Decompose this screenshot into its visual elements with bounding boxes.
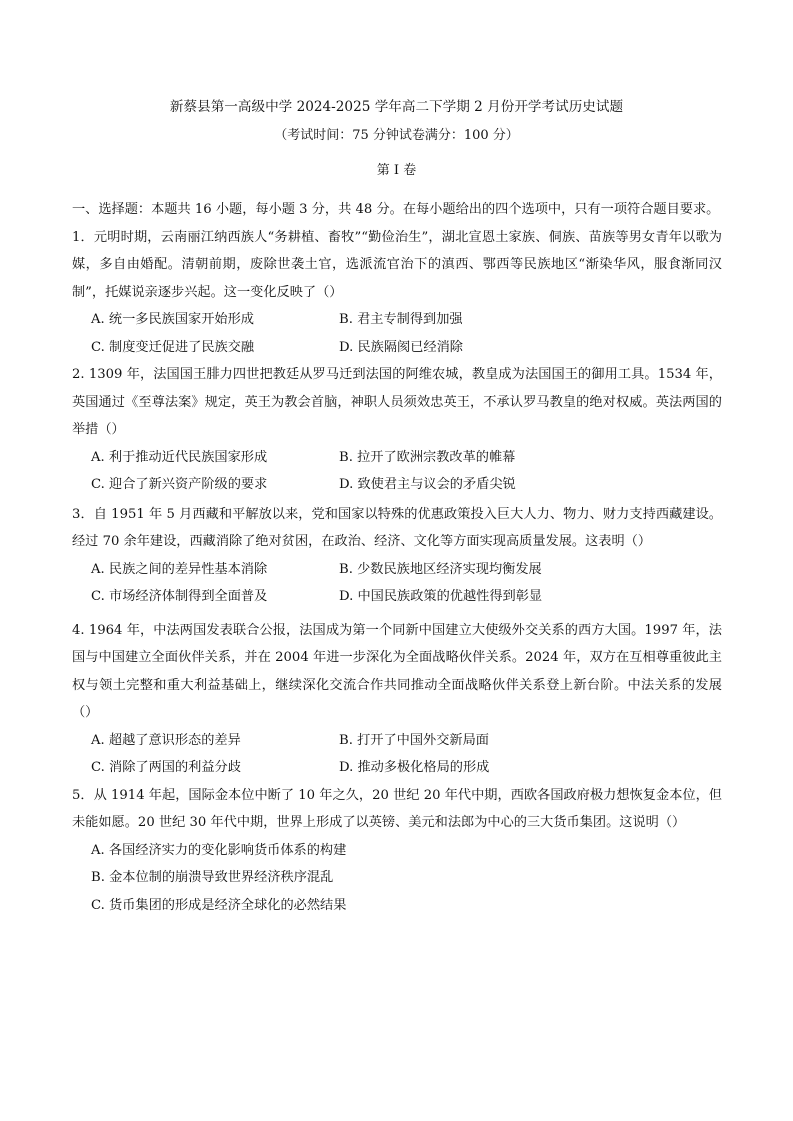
exam-title: 新蔡县第一高级中学 2024-2025 学年高二下学期 2 月份开学考试历史试题: [169, 99, 624, 115]
option-d[interactable]: D. 致使君主与议会的矛盾尖锐: [339, 477, 516, 492]
option-c[interactable]: C. 制度变迁促进了民族交融: [91, 339, 255, 355]
option-b[interactable]: B. 金本位制的崩溃导致世界经济秩序混乱: [91, 870, 334, 885]
option-b[interactable]: B. 打开了中国外交新局面: [339, 732, 489, 748]
option-d[interactable]: D. 推动多极化格局的形成: [339, 760, 490, 775]
question-1: [72, 224, 722, 362]
question-stem: 5．从 1914 年起，国际金本位中断了 10 年之久，20 世纪 20 年代中期，西欧各国政府极力想恢复金本位，但未能如愿。20 世纪 30 年代中期，世界上形成了以英镑、美元和法郎为中心的三大货币集团。这说明（）: [72, 787, 722, 830]
question-stem: 3．自 1951 年 5 月西藏和平解放以来，党和国家以特殊的优惠政策投入巨大人力、物力、财力支持西藏建设。经过 70 余年建设，西藏消除了绝对贫困，在政治、经济、文化等方面实现高质量发展。这表明（）: [72, 506, 722, 549]
option-d[interactable]: D. 民族隔阂已经消除: [339, 339, 463, 355]
option-c[interactable]: C. 货币集团的形成是经济全球化的必然结果: [91, 897, 347, 913]
option-list: [72, 444, 722, 499]
section-intro: 一、选择题：本题共 16 小题，每小题 3 分，共 48 分。在每小题给出的四个选项中，只有一项符合题目要求。: [72, 202, 720, 217]
question-stem: 2. 1309 年，法国国王腓力四世把教廷从罗马迁到法国的阿维农城，教皇成为法国国王的御用工具。1534 年，英国通过《至尊法案》规定，英王为教会首脑，神职人员须效忠英王，不承认罗马教皇的绝对权威。英法两国的举措（）: [72, 367, 722, 437]
option-a[interactable]: A. 利于推动近代民族国家形成: [91, 449, 268, 465]
option-c[interactable]: C. 市场经济体制得到全面普及: [91, 589, 268, 604]
question-4: [72, 617, 722, 782]
option-c[interactable]: C. 消除了两国的利益分歧: [91, 760, 241, 775]
option-d[interactable]: D. 中国民族政策的优越性得到彰显: [339, 589, 543, 604]
option-list: [72, 837, 722, 920]
option-c[interactable]: C. 迎合了新兴资产阶级的要求: [91, 477, 268, 492]
option-b[interactable]: B. 少数民族地区经济实现均衡发展: [339, 561, 542, 577]
question-3: [72, 501, 722, 611]
option-b[interactable]: B. 君主专制得到加强: [339, 312, 463, 327]
option-a[interactable]: A. 各国经济实力的变化影响货币体系的构建: [91, 842, 347, 858]
option-a[interactable]: A. 超越了意识形态的差异: [91, 732, 241, 748]
option-list: [72, 306, 722, 361]
volume-label: 第 I 卷: [376, 163, 417, 178]
exam-content: [72, 196, 722, 919]
question-5: [72, 782, 722, 920]
option-list: [72, 727, 722, 782]
question-stem: 4. 1964 年，中法两国发表联合公报，法国成为第一个同新中国建立大使级外交关系的西方大国。1997 年，法国与中国建立全面伙伴关系，并在 2004 年进一步深化为全面战略伙伴关系。2024 年，双方在互相尊重彼此主权与领土完整和重大利益基础上，继续深化交流合作共同推动全面战略伙伴关系登上新台阶。中法关系的发展（）: [72, 622, 722, 720]
exam-subtitle: （考试时间：75 分钟试卷满分：100 分）: [274, 128, 519, 143]
option-a[interactable]: A. 统一多民族国家开始形成: [91, 312, 254, 327]
question-2: [72, 361, 722, 499]
option-a[interactable]: A. 民族之间的差异性基本消除: [91, 561, 268, 577]
question-stem: 1．元明时期，云南丽江纳西族人“务耕植、畜牧”“勤俭治生”，湖北宣恩土家族、侗族、苗族等男女青年以歌为媒，多自由婚配。清朝前期，废除世袭土官，选派流官治下的滇西、鄂西等民族地区“渐染华风，服食渐同汉制”，托媒说亲逐步兴起。这一变化反映了（）: [72, 229, 722, 300]
option-b[interactable]: B. 拉开了欧洲宗教改革的帷幕: [339, 449, 516, 465]
option-list: [72, 556, 722, 611]
